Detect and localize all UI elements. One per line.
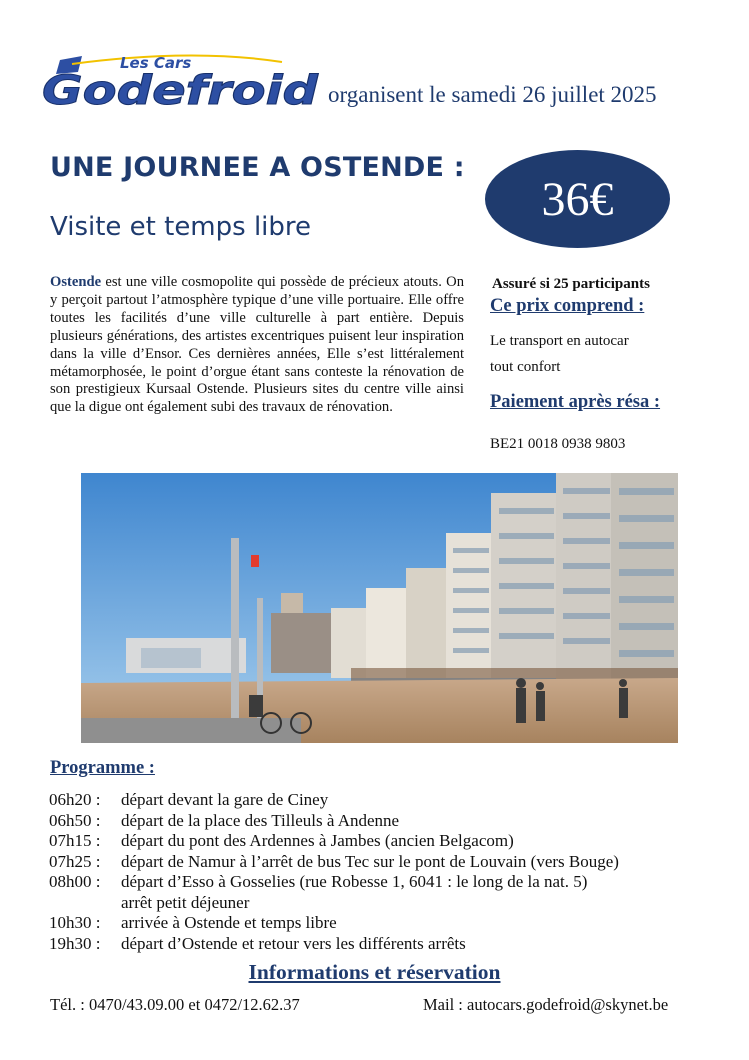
info-section (0, 960, 749, 985)
contact-email: Mail : autocars.godefroid@skynet.be (423, 995, 669, 1014)
schedule-text: arrivée à Ostende et temps libre (121, 913, 337, 932)
schedule-text: départ du pont des Ardennes à Jambes (ancien Belgacom) (121, 831, 514, 850)
event-date-line: organisent le samedi 26 juillet 2025 (328, 82, 657, 107)
company-logo (42, 50, 322, 112)
price-includes-line1: Le transport en autocar (490, 333, 629, 349)
schedule-text: départ de la place des Tilleuls à Andenne (121, 810, 400, 830)
schedule-time: 08h00 : (49, 872, 101, 891)
phone-numbers: Tél. : 0470/43.09.00 et 0472/12.62.37 (50, 995, 300, 1014)
price-includes-heading: Ce prix comprend : (490, 296, 645, 316)
schedule-time: 07h25 : (49, 851, 101, 871)
page-subtitle: Visite et temps libre (50, 212, 312, 242)
programme-schedule (49, 790, 619, 954)
schedule-row (49, 934, 619, 955)
schedule-row (49, 811, 619, 832)
programme-heading: Programme : (50, 758, 155, 778)
schedule-text: départ devant la gare de Ciney (121, 790, 329, 809)
schedule-text: départ de Namur à l’arrêt de bus Tec sur le pont de Louvain (vers Bouge) (121, 851, 619, 871)
schedule-text: départ d’Ostende et retour vers les différents arrêts (121, 933, 466, 953)
info-heading: Informations et réservation (248, 960, 501, 984)
schedule-row (49, 913, 619, 934)
price-badge: 36€ (485, 150, 670, 248)
schedule-row (49, 831, 619, 852)
schedule-text: arrêt petit déjeuner (121, 892, 250, 912)
guarantee-note: Assuré si 25 participants (492, 276, 650, 292)
payment-heading: Paiement après résa : (490, 392, 661, 412)
schedule-row (49, 790, 619, 811)
schedule-time: 10h30 : (49, 913, 101, 932)
schedule-time: 07h15 : (49, 831, 101, 850)
schedule-time: 06h50 : (49, 810, 101, 830)
page-title: UNE JOURNEE A OSTENDE : (50, 152, 465, 183)
schedule-time: 06h20 : (49, 790, 101, 809)
intro-text: est une ville cosmopolite qui possède de précieux atouts. On y perçoit partout l’atmosphère typique d’une ville portuaire. Elle offre toutes les facilités d’une ville culturelle à part entière. Depuis plusieurs générations, des artistes excentriques puisent leur inspiration dans la ville d’Ensor. Ces dernières années, Elle s’est littéralement métamorphosée, le point d’orgue étant sans conteste la rénovation de son prestigieux Kursaal Ostende. Plusieurs sites du centre ville ainsi que la digue ont également subi des travaux de rénovation. (50, 274, 464, 416)
schedule-row (49, 852, 619, 873)
schedule-row (49, 872, 619, 893)
logo-brand-text: Godefroid (42, 68, 319, 112)
logo-small-text: Les Cars (120, 54, 192, 72)
schedule-row (49, 893, 619, 914)
schedule-time (49, 893, 121, 914)
bank-account: BE21 0018 0938 9803 (490, 436, 626, 452)
intro-keyword: Ostende (50, 274, 102, 290)
schedule-text: départ d’Esso à Gosselies (rue Robesse 1, 6041 : le long de la nat. 5) (121, 872, 588, 891)
price-includes-line2: tout confort (490, 359, 561, 375)
ostende-promenade-photo (81, 473, 678, 743)
intro-paragraph (50, 274, 464, 417)
schedule-time: 19h30 : (49, 933, 101, 953)
